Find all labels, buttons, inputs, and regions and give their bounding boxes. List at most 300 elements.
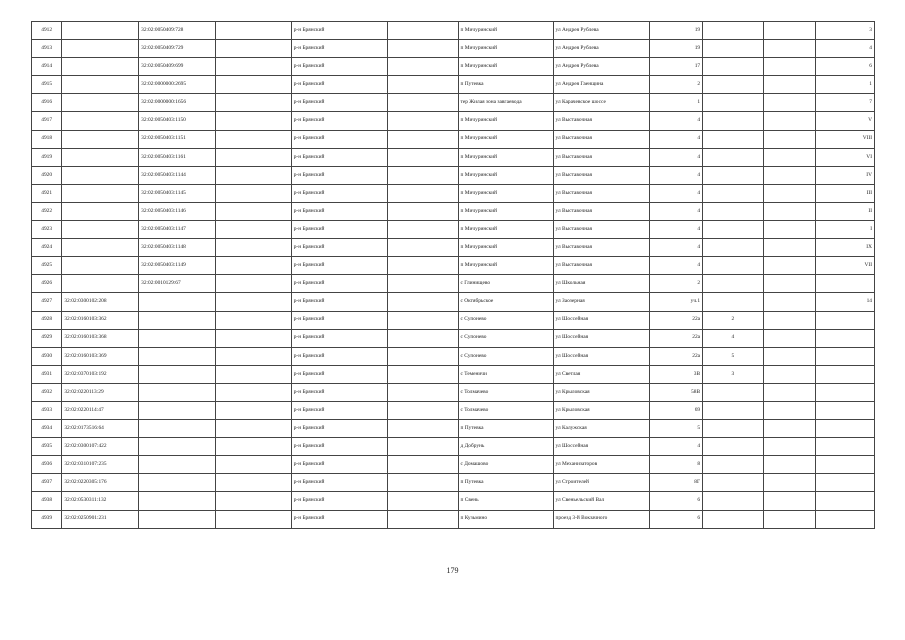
cadastral-number-cell (62, 166, 139, 184)
empty-cell (215, 94, 291, 112)
district-cell: р-н Брянский (291, 112, 387, 130)
settlement-cell: тер Жилая зона завгаевода (458, 94, 553, 112)
empty-cell (387, 311, 458, 329)
cadastral-number-cell (62, 257, 139, 275)
street-cell: ул Андрея Гаенщина (553, 76, 649, 94)
street-cell: ул Шоссейная (553, 329, 649, 347)
record-number-cell: 4922 (32, 202, 62, 220)
apartment-cell (703, 420, 764, 438)
premises-number-cell: 3 (816, 22, 875, 40)
table-row (32, 311, 875, 329)
room-cell (763, 347, 816, 365)
apartment-cell (703, 184, 764, 202)
premises-number-cell: IV (816, 166, 875, 184)
cadastral-number-cell (62, 202, 139, 220)
room-cell (763, 365, 816, 383)
house-number-cell: 3В (649, 365, 703, 383)
house-number-cell: 2 (649, 275, 703, 293)
premises-number-cell: 4 (816, 40, 875, 58)
room-cell (763, 474, 816, 492)
district-cell: р-н Брянский (291, 275, 387, 293)
district-cell: р-н Брянский (291, 438, 387, 456)
street-cell: ул Шоссейная (553, 311, 649, 329)
house-number-cell: 6 (649, 492, 703, 510)
house-number-cell: 6 (649, 510, 703, 528)
settlement-cell: с Супонево (458, 347, 553, 365)
cadastral-number-cell (62, 239, 139, 257)
apartment-cell: 4 (703, 329, 764, 347)
house-number-cell: 22а (649, 347, 703, 365)
settlement-cell: п Путевка (458, 420, 553, 438)
building-cadastral-number-cell: 32:02:0050403:1149 (139, 257, 216, 275)
apartment-cell (703, 112, 764, 130)
house-number-cell: 4 (649, 130, 703, 148)
empty-cell (215, 492, 291, 510)
empty-cell (387, 221, 458, 239)
empty-cell (215, 40, 291, 58)
house-number-cell: 8 (649, 456, 703, 474)
cadastral-number-cell: 32:02:0220305:176 (62, 474, 139, 492)
house-number-cell: 19 (649, 22, 703, 40)
district-cell: р-н Брянский (291, 221, 387, 239)
apartment-cell (703, 58, 764, 76)
premises-number-cell: III (816, 184, 875, 202)
premises-number-cell: 1 (816, 76, 875, 94)
record-number-cell: 4914 (32, 58, 62, 76)
premises-number-cell (816, 347, 875, 365)
house-number-cell: 4 (649, 239, 703, 257)
empty-cell (387, 510, 458, 528)
empty-cell (215, 383, 291, 401)
house-number-cell: 4 (649, 112, 703, 130)
building-cadastral-number-cell: 32:02:0050403:1146 (139, 202, 216, 220)
empty-cell (215, 365, 291, 383)
settlement-cell: п Мичуринский (458, 22, 553, 40)
empty-cell (387, 438, 458, 456)
table-row (32, 58, 875, 76)
record-number-cell: 4918 (32, 130, 62, 148)
room-cell (763, 112, 816, 130)
record-number-cell: 4930 (32, 347, 62, 365)
record-number-cell: 4919 (32, 148, 62, 166)
apartment-cell (703, 257, 764, 275)
empty-cell (215, 474, 291, 492)
table-row (32, 202, 875, 220)
apartment-cell (703, 202, 764, 220)
district-cell: р-н Брянский (291, 510, 387, 528)
empty-cell (387, 365, 458, 383)
building-cadastral-number-cell: 32:02:0010129:67 (139, 275, 216, 293)
apartment-cell (703, 401, 764, 419)
cadastral-number-cell: 32:02:0250901:231 (62, 510, 139, 528)
cadastral-number-cell: 32:02:0530311:132 (62, 492, 139, 510)
room-cell (763, 329, 816, 347)
street-cell: ул Андрея Рублева (553, 40, 649, 58)
settlement-cell: п Мичуринский (458, 257, 553, 275)
settlement-cell: п Путевка (458, 474, 553, 492)
apartment-cell (703, 275, 764, 293)
record-number-cell: 4934 (32, 420, 62, 438)
room-cell (763, 311, 816, 329)
street-cell: ул Калужская (553, 420, 649, 438)
room-cell (763, 239, 816, 257)
empty-cell (215, 112, 291, 130)
room-cell (763, 275, 816, 293)
building-cadastral-number-cell: 32:02:0050403:1147 (139, 221, 216, 239)
building-cadastral-number-cell (139, 383, 216, 401)
apartment-cell: 2 (703, 311, 764, 329)
settlement-cell: п Мичуринский (458, 112, 553, 130)
room-cell (763, 40, 816, 58)
apartment-cell (703, 456, 764, 474)
empty-cell (215, 239, 291, 257)
table-row (32, 383, 875, 401)
empty-cell (387, 22, 458, 40)
empty-cell (215, 202, 291, 220)
premises-number-cell: VII (816, 257, 875, 275)
settlement-cell: с Октябрьское (458, 293, 553, 311)
premises-number-cell (816, 365, 875, 383)
premises-number-cell (816, 329, 875, 347)
empty-cell (215, 22, 291, 40)
page-number: 179 (446, 566, 459, 575)
building-cadastral-number-cell: 32:02:0050403:1148 (139, 239, 216, 257)
table-row (32, 221, 875, 239)
record-number-cell: 4920 (32, 166, 62, 184)
record-number-cell: 4926 (32, 275, 62, 293)
street-cell: ул Заозерная (553, 293, 649, 311)
table-row (32, 94, 875, 112)
district-cell: р-н Брянский (291, 420, 387, 438)
district-cell: р-н Брянский (291, 347, 387, 365)
district-cell: р-н Брянский (291, 239, 387, 257)
premises-number-cell: VI (816, 148, 875, 166)
room-cell (763, 94, 816, 112)
record-number-cell: 4929 (32, 329, 62, 347)
empty-cell (215, 438, 291, 456)
settlement-cell: п Мичуринский (458, 148, 553, 166)
table-row (32, 40, 875, 58)
empty-cell (387, 239, 458, 257)
premises-number-cell (816, 438, 875, 456)
building-cadastral-number-cell: 32:02:0050403:1144 (139, 166, 216, 184)
empty-cell (215, 166, 291, 184)
building-cadastral-number-cell (139, 456, 216, 474)
street-cell: ул Андрея Рублева (553, 22, 649, 40)
cadastral-number-cell: 32:02:0370103:192 (62, 365, 139, 383)
empty-cell (387, 148, 458, 166)
empty-cell (215, 510, 291, 528)
cadastral-number-cell: 32:02:0160103:369 (62, 347, 139, 365)
record-number-cell: 4935 (32, 438, 62, 456)
settlement-cell: п Путевка (458, 76, 553, 94)
record-number-cell: 4912 (32, 22, 62, 40)
cadastral-number-cell: 32:02:0173516:64 (62, 420, 139, 438)
district-cell: р-н Брянский (291, 401, 387, 419)
cadastral-number-cell (62, 94, 139, 112)
house-number-cell: 22а (649, 329, 703, 347)
room-cell (763, 420, 816, 438)
apartment-cell (703, 148, 764, 166)
room-cell (763, 438, 816, 456)
empty-cell (215, 58, 291, 76)
record-number-cell: 4915 (32, 76, 62, 94)
district-cell: р-н Брянский (291, 58, 387, 76)
street-cell: ул Карачевское шоссе (553, 94, 649, 112)
premises-number-cell (816, 311, 875, 329)
building-cadastral-number-cell: 32:02:0050403:1161 (139, 148, 216, 166)
premises-number-cell (816, 510, 875, 528)
house-number-cell: 4 (649, 438, 703, 456)
cadastral-number-cell: 32:02:0300107:422 (62, 438, 139, 456)
house-number-cell: 4 (649, 148, 703, 166)
settlement-cell: п Мичуринский (458, 40, 553, 58)
record-number-cell: 4933 (32, 401, 62, 419)
district-cell: р-н Брянский (291, 166, 387, 184)
district-cell: р-н Брянский (291, 76, 387, 94)
room-cell (763, 130, 816, 148)
room-cell (763, 456, 816, 474)
table-row (32, 456, 875, 474)
room-cell (763, 401, 816, 419)
district-cell: р-н Брянский (291, 329, 387, 347)
district-cell: р-н Брянский (291, 130, 387, 148)
premises-number-cell: 6 (816, 58, 875, 76)
empty-cell (215, 456, 291, 474)
property-registry-table (31, 21, 875, 529)
building-cadastral-number-cell (139, 293, 216, 311)
apartment-cell: 5 (703, 347, 764, 365)
house-number-cell: уч.1 (649, 293, 703, 311)
empty-cell (387, 401, 458, 419)
room-cell (763, 148, 816, 166)
street-cell: проезд 3-й Вокзачного (553, 510, 649, 528)
apartment-cell (703, 22, 764, 40)
settlement-cell: п Мичуринский (458, 184, 553, 202)
empty-cell (215, 329, 291, 347)
table-row (32, 329, 875, 347)
table-row (32, 239, 875, 257)
record-number-cell: 4917 (32, 112, 62, 130)
table-row (32, 474, 875, 492)
document-page (31, 21, 875, 529)
room-cell (763, 293, 816, 311)
street-cell: ул Выставочная (553, 166, 649, 184)
street-cell: ул Выставочная (553, 202, 649, 220)
street-cell: ул Выставочная (553, 130, 649, 148)
settlement-cell: п Мичуринский (458, 130, 553, 148)
room-cell (763, 221, 816, 239)
apartment-cell (703, 293, 764, 311)
room-cell (763, 257, 816, 275)
cadastral-number-cell (62, 112, 139, 130)
record-number-cell: 4937 (32, 474, 62, 492)
cadastral-number-cell (62, 184, 139, 202)
building-cadastral-number-cell (139, 492, 216, 510)
room-cell (763, 58, 816, 76)
premises-number-cell (816, 474, 875, 492)
empty-cell (387, 257, 458, 275)
empty-cell (215, 130, 291, 148)
table-row (32, 275, 875, 293)
building-cadastral-number-cell (139, 347, 216, 365)
house-number-cell: 4 (649, 257, 703, 275)
building-cadastral-number-cell (139, 438, 216, 456)
apartment-cell (703, 130, 764, 148)
street-cell: ул Шоссейная (553, 347, 649, 365)
table-row (32, 365, 875, 383)
building-cadastral-number-cell: 32:02:0000000:1656 (139, 94, 216, 112)
apartment-cell (703, 492, 764, 510)
empty-cell (387, 94, 458, 112)
street-cell: ул Механизаторов (553, 456, 649, 474)
apartment-cell (703, 438, 764, 456)
record-number-cell: 4932 (32, 383, 62, 401)
empty-cell (215, 420, 291, 438)
settlement-cell: п Мичуринский (458, 221, 553, 239)
street-cell: ул Светлая (553, 365, 649, 383)
record-number-cell: 4921 (32, 184, 62, 202)
premises-number-cell (816, 492, 875, 510)
district-cell: р-н Брянский (291, 474, 387, 492)
premises-number-cell: II (816, 202, 875, 220)
house-number-cell: 2 (649, 76, 703, 94)
empty-cell (387, 492, 458, 510)
building-cadastral-number-cell (139, 401, 216, 419)
table-row (32, 148, 875, 166)
empty-cell (387, 420, 458, 438)
street-cell: ул Выставочная (553, 184, 649, 202)
premises-number-cell: 14 (816, 293, 875, 311)
premises-number-cell: V (816, 112, 875, 130)
district-cell: р-н Брянский (291, 492, 387, 510)
premises-number-cell (816, 456, 875, 474)
record-number-cell: 4924 (32, 239, 62, 257)
house-number-cell: 58В (649, 383, 703, 401)
empty-cell (387, 275, 458, 293)
apartment-cell: 3 (703, 365, 764, 383)
settlement-cell: п Свень (458, 492, 553, 510)
street-cell: ул Свеньельский Вал (553, 492, 649, 510)
apartment-cell (703, 239, 764, 257)
registry-body (32, 22, 875, 529)
empty-cell (215, 311, 291, 329)
house-number-cell: 4 (649, 184, 703, 202)
street-cell: ул Выставочная (553, 239, 649, 257)
empty-cell (215, 148, 291, 166)
empty-cell (215, 275, 291, 293)
district-cell: р-н Брянский (291, 40, 387, 58)
cadastral-number-cell: 32:02:0160103:368 (62, 329, 139, 347)
cadastral-number-cell (62, 275, 139, 293)
table-row (32, 184, 875, 202)
district-cell: р-н Брянский (291, 94, 387, 112)
empty-cell (387, 40, 458, 58)
table-row (32, 293, 875, 311)
empty-cell (387, 130, 458, 148)
premises-number-cell: VIII (816, 130, 875, 148)
district-cell: р-н Брянский (291, 383, 387, 401)
table-row (32, 510, 875, 528)
street-cell: ул Крыловская (553, 383, 649, 401)
record-number-cell: 4913 (32, 40, 62, 58)
cadastral-number-cell (62, 130, 139, 148)
apartment-cell (703, 221, 764, 239)
house-number-cell: 22а (649, 311, 703, 329)
record-number-cell: 4938 (32, 492, 62, 510)
settlement-cell: д Добрунь (458, 438, 553, 456)
cadastral-number-cell (62, 40, 139, 58)
empty-cell (387, 184, 458, 202)
house-number-cell: 17 (649, 58, 703, 76)
building-cadastral-number-cell: 32:02:0050403:1150 (139, 112, 216, 130)
table-row (32, 130, 875, 148)
record-number-cell: 4923 (32, 221, 62, 239)
table-row (32, 401, 875, 419)
record-number-cell: 4927 (32, 293, 62, 311)
empty-cell (387, 58, 458, 76)
cadastral-number-cell (62, 22, 139, 40)
building-cadastral-number-cell (139, 329, 216, 347)
premises-number-cell (816, 420, 875, 438)
district-cell: р-н Брянский (291, 293, 387, 311)
district-cell: р-н Брянский (291, 311, 387, 329)
empty-cell (215, 76, 291, 94)
district-cell: р-н Брянский (291, 202, 387, 220)
cadastral-number-cell: 32:02:0220113:29 (62, 383, 139, 401)
building-cadastral-number-cell: 32:02:0050409:729 (139, 40, 216, 58)
settlement-cell: п Мичуринский (458, 58, 553, 76)
district-cell: р-н Брянский (291, 456, 387, 474)
apartment-cell (703, 383, 764, 401)
house-number-cell: 4 (649, 202, 703, 220)
apartment-cell (703, 510, 764, 528)
building-cadastral-number-cell (139, 474, 216, 492)
room-cell (763, 383, 816, 401)
street-cell: ул Крыловская (553, 401, 649, 419)
settlement-cell: с Супонево (458, 311, 553, 329)
table-row (32, 76, 875, 94)
building-cadastral-number-cell: 32:02:0050409:699 (139, 58, 216, 76)
record-number-cell: 4936 (32, 456, 62, 474)
room-cell (763, 22, 816, 40)
apartment-cell (703, 94, 764, 112)
record-number-cell: 4931 (32, 365, 62, 383)
empty-cell (387, 474, 458, 492)
empty-cell (215, 221, 291, 239)
district-cell: р-н Брянский (291, 257, 387, 275)
cadastral-number-cell (62, 58, 139, 76)
street-cell: ул Выставочная (553, 257, 649, 275)
district-cell: р-н Брянский (291, 184, 387, 202)
cadastral-number-cell (62, 148, 139, 166)
room-cell (763, 492, 816, 510)
street-cell: ул Андрея Рублева (553, 58, 649, 76)
settlement-cell: п Мичуринский (458, 202, 553, 220)
apartment-cell (703, 76, 764, 94)
district-cell: р-н Брянский (291, 22, 387, 40)
table-row (32, 112, 875, 130)
street-cell: ул Строителей (553, 474, 649, 492)
apartment-cell (703, 40, 764, 58)
empty-cell (387, 112, 458, 130)
table-row (32, 438, 875, 456)
empty-cell (215, 401, 291, 419)
empty-cell (387, 293, 458, 311)
room-cell (763, 510, 816, 528)
room-cell (763, 202, 816, 220)
empty-cell (215, 184, 291, 202)
